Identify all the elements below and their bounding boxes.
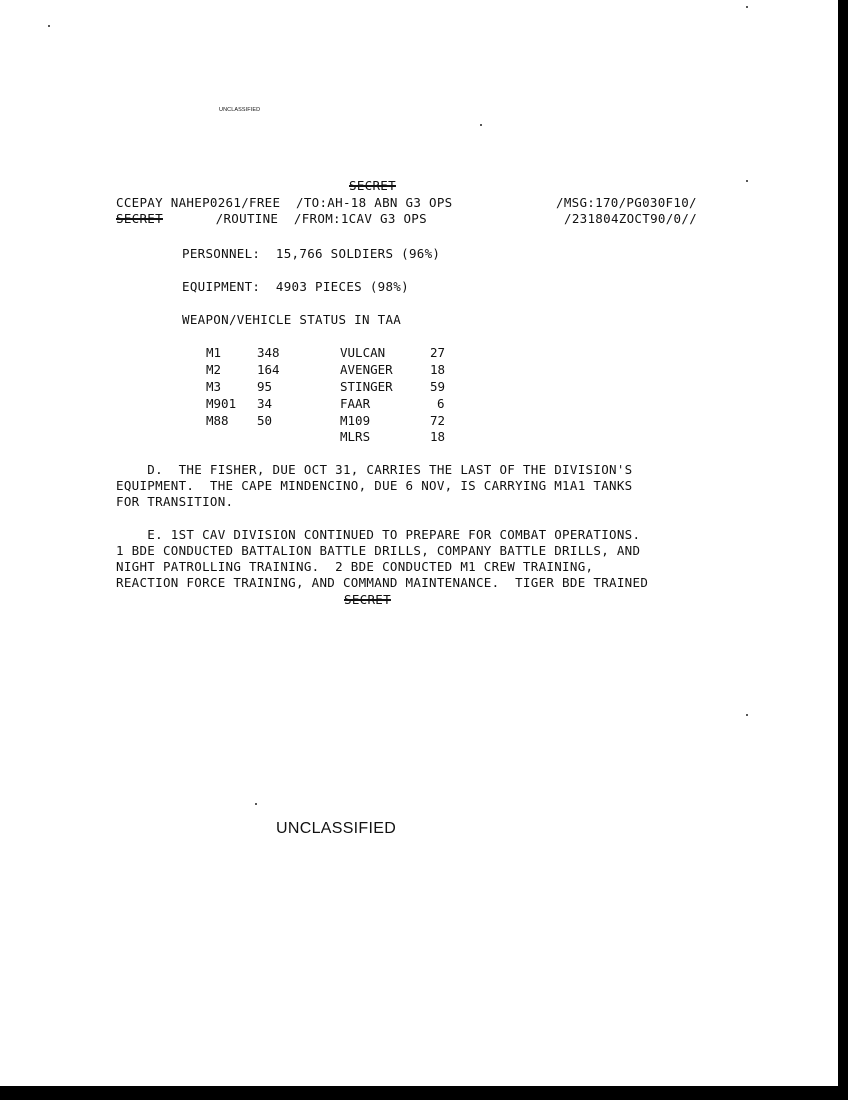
weapon-status-heading: WEAPON/VEHICLE STATUS IN TAA [182,312,402,327]
scan-speck [746,6,748,8]
top-classification-label: UNCLASSIFIED [219,107,261,113]
paragraph-d-line: EQUIPMENT. THE CAPE MINDENCINO, DUE 6 NOV, IS CARRYING M1A1 TANKS [116,478,633,493]
scan-edge-gap [834,0,838,1100]
footer-classification: UNCLASSIFIED [276,820,397,837]
equipment-line: EQUIPMENT: 4903 PIECES (98%) [182,279,409,294]
table-cell-count: 59 [430,379,446,394]
table-cell-count: 50 [257,413,273,428]
paragraph-e-line: NIGHT PATROLLING TRAINING. 2 BDE CONDUCTED M1 CREW TRAINING, [116,559,594,574]
scan-edge-right [838,0,848,1100]
routing-line-1-right: /MSG:170/PG030F10/ [556,195,697,210]
table-cell-count: 27 [430,345,446,360]
table-cell-count: 18 [430,362,446,377]
table-cell-name: M901 [206,396,237,411]
routing-line-1-left: CCEPAY NAHEP0261/FREE /TO:AH-18 ABN G3 OPS [116,195,453,210]
table-cell-name: M88 [206,413,229,428]
personnel-line: PERSONNEL: 15,766 SOLDIERS (96%) [182,246,441,261]
table-cell-name: M1 [206,345,222,360]
table-cell-count: 72 [430,413,446,428]
table-cell-count: 164 [257,362,280,377]
scan-speck [746,180,748,182]
classification-bottom: SECRET [344,592,391,607]
scan-speck [746,714,748,716]
scan-speck [480,124,482,126]
table-cell-name: MLRS [340,429,371,444]
table-cell-count: 348 [257,345,280,360]
routing-line-2-right: /231804ZOCT90/0// [564,211,698,226]
paragraph-e-line: REACTION FORCE TRAINING, AND COMMAND MAINTENANCE. TIGER BDE TRAINED [116,575,649,590]
table-cell-name: VULCAN [340,345,386,360]
table-cell-name: FAAR [340,396,371,411]
table-cell-name: M109 [340,413,371,428]
scan-speck [255,803,257,805]
table-cell-name: STINGER [340,379,393,394]
table-cell-count: 6 [437,396,445,411]
table-cell-count: 34 [257,396,273,411]
classification-top: SECRET [349,178,396,193]
table-cell-name: M3 [206,379,222,394]
table-cell-name: AVENGER [340,362,393,377]
scan-speck [48,25,50,27]
paragraph-d-line: FOR TRANSITION. [116,494,234,509]
table-cell-count: 18 [430,429,446,444]
scan-edge-bottom [0,1086,848,1100]
table-cell-name: M2 [206,362,222,377]
paragraph-d-line: D. THE FISHER, DUE OCT 31, CARRIES THE LAST OF THE DIVISION'S [116,462,633,477]
paragraph-e-line: 1 BDE CONDUCTED BATTALION BATTLE DRILLS, COMPANY BATTLE DRILLS, AND [116,543,641,558]
table-cell-count: 95 [257,379,273,394]
routing-line-2-classification: SECRET [116,211,163,226]
routing-line-2-left: /ROUTINE /FROM:1CAV G3 OPS [200,211,427,226]
paragraph-e-line: E. 1ST CAV DIVISION CONTINUED TO PREPARE FOR COMBAT OPERATIONS. [116,527,641,542]
